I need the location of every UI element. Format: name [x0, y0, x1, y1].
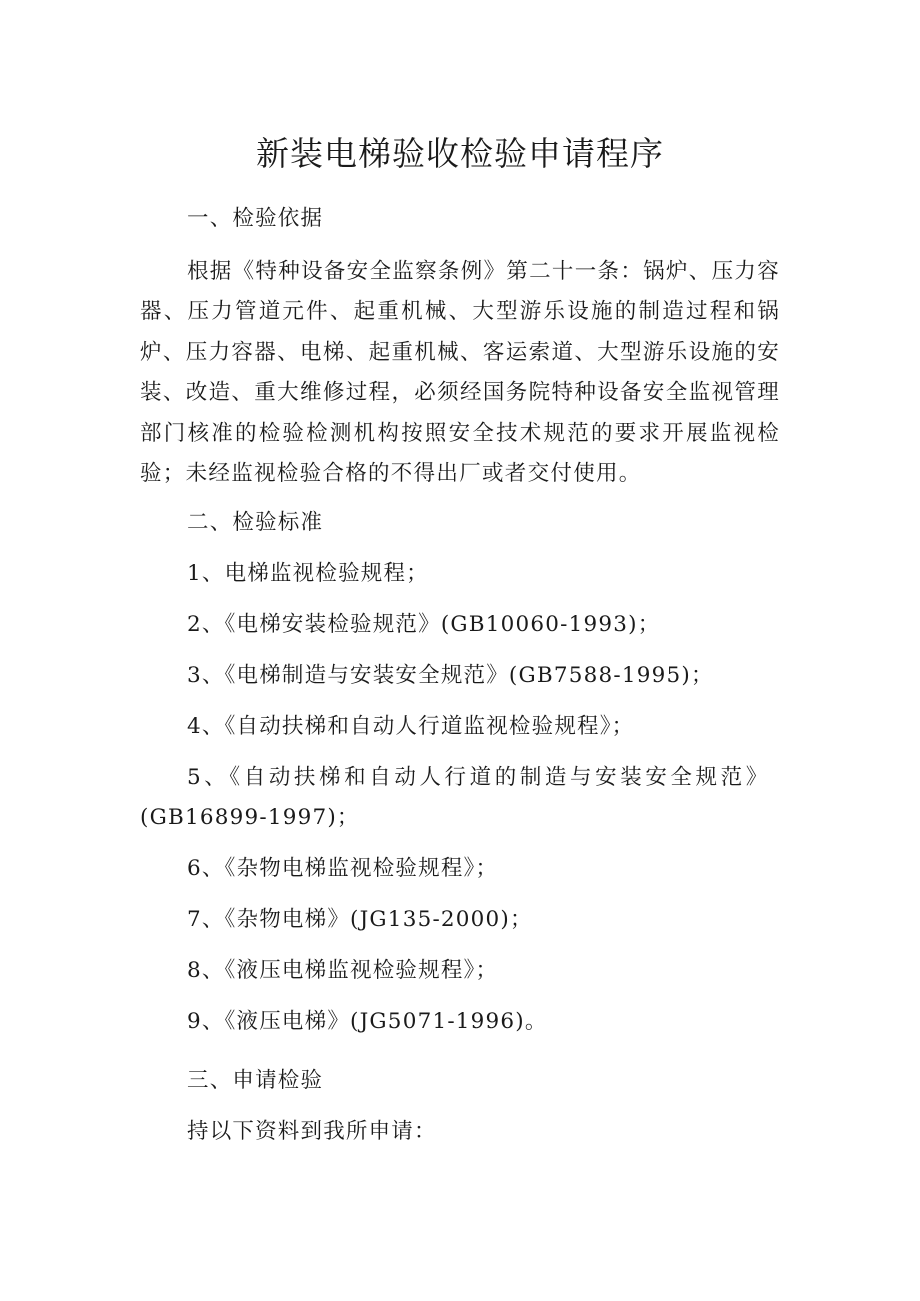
document-title: 新装电梯验收检验申请程序 [256, 134, 664, 173]
list-item: 2、《电梯安装检验规范》(GB10060-1993)； [187, 612, 661, 637]
section-heading-application: 三、申请检验 [187, 1068, 324, 1093]
list-item: 3、《电梯制造与安装安全规范》(GB7588-1995)； [187, 663, 714, 688]
section-paragraph-basis: 根据《特种设备安全监察条例》第二十一条：锅炉、压力容器、压力管道元件、起重机械、大型游乐设施的制造过程和锅炉、压力容器、电梯、起重机械、客运索道、大型游乐设施的安装、改造、重大维修过程，必须经国务院特种设备安全监视管理部门核准的检验检测机构按照安全技术规范的要求开展监视检验；未经监视检验合格的不得出厂或者交付使用。 [140, 259, 780, 487]
section-intro-application: 持以下资料到我所申请： [187, 1119, 437, 1144]
list-item: 4、《自动扶梯和自动人行道监视检验规程》； [187, 714, 635, 739]
list-item: 8、《液压电梯监视检验规程》； [187, 958, 499, 983]
section-heading-basis: 一、检验依据 [187, 206, 324, 231]
section-heading-standards: 二、检验标准 [187, 510, 324, 535]
list-item: 9、《液压电梯》(JG5071-1996)。 [187, 1009, 548, 1034]
list-item: 1、电梯监视检验规程； [187, 561, 429, 586]
list-item: 7、《杂物电梯》(JG135-2000)； [187, 907, 533, 932]
list-item: 6、《杂物电梯监视检验规程》； [187, 856, 499, 881]
list-item: 5、《自动扶梯和自动人行道的制造与安装安全规范》 [187, 765, 771, 790]
list-item-continuation: (GB16899-1997)； [140, 805, 360, 830]
